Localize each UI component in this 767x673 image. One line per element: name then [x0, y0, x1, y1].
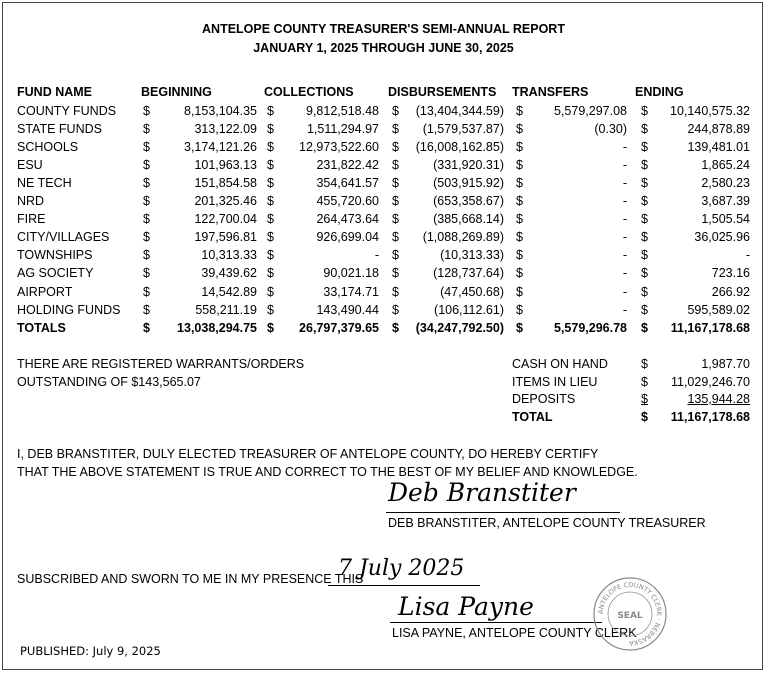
- currency-sign: $: [143, 285, 150, 299]
- collections-value: 12,973,522.60: [299, 140, 379, 154]
- ending-value: 1,505.54: [701, 212, 750, 226]
- disbursements-value: (1,088,269.89): [422, 230, 504, 244]
- transfers-value: -: [622, 158, 627, 172]
- currency-sign: $: [143, 194, 150, 208]
- currency-sign: $: [641, 285, 648, 299]
- currency-sign: $: [641, 176, 648, 190]
- published-date: PUBLISHED: July 9, 2025: [20, 644, 161, 658]
- beginning-value: 197,596.81: [194, 230, 257, 244]
- balance-label-cash: CASH ON HAND: [512, 357, 608, 371]
- currency-sign: $: [641, 303, 648, 317]
- beginning-value: 39,439.62: [201, 266, 257, 280]
- fund-name: CITY/VILLAGES: [17, 230, 110, 244]
- disbursements-value: (34,247,792.50): [415, 321, 504, 335]
- currency-sign: $: [392, 285, 399, 299]
- beginning-value: 122,700.04: [194, 212, 257, 226]
- balance-currency: $: [641, 357, 648, 371]
- col-header-disbursements: DISBURSEMENTS: [388, 85, 497, 99]
- balance-value-deposits: 135,944.28: [687, 392, 750, 406]
- currency-sign: $: [516, 140, 523, 154]
- currency-sign: $: [516, 158, 523, 172]
- col-header-collections: COLLECTIONS: [264, 85, 354, 99]
- currency-sign: $: [392, 212, 399, 226]
- transfers-value: 5,579,297.08: [554, 104, 627, 118]
- currency-sign: $: [267, 230, 274, 244]
- col-header-ending: ENDING: [635, 85, 684, 99]
- currency-sign: $: [516, 303, 523, 317]
- collections-value: -: [374, 248, 379, 262]
- balance-value-items-in-lieu: 11,029,246.70: [670, 375, 750, 389]
- currency-sign: $: [267, 122, 274, 136]
- certification-line-1: I, DEB BRANSTITER, DULY ELECTED TREASURER OF ANTELOPE COUNTY, DO HEREBY CERTIFY: [17, 447, 599, 461]
- fund-name: COUNTY FUNDS: [17, 104, 117, 118]
- warrants-line-2: OUTSTANDING OF $143,565.07: [17, 375, 201, 389]
- ending-value: 595,589.02: [687, 303, 750, 317]
- collections-value: 1,511,294.97: [306, 122, 379, 136]
- currency-sign: $: [641, 194, 648, 208]
- disbursements-value: (16,008,162.85): [415, 140, 504, 154]
- ending-value: 244,878.89: [687, 122, 750, 136]
- currency-sign: $: [143, 321, 150, 335]
- currency-sign: $: [392, 230, 399, 244]
- collections-value: 264,473.64: [316, 212, 379, 226]
- beginning-value: 201,325.46: [194, 194, 257, 208]
- clerk-signature-line: [390, 622, 602, 623]
- transfers-value: -: [622, 194, 627, 208]
- collections-value: 926,699.04: [316, 230, 379, 244]
- fund-name: NE TECH: [17, 176, 72, 190]
- currency-sign: $: [392, 194, 399, 208]
- fund-name: SCHOOLS: [17, 140, 79, 154]
- currency-sign: $: [267, 266, 274, 280]
- beginning-value: 151,854.58: [194, 176, 257, 190]
- ending-value: 723.16: [711, 266, 750, 280]
- ending-value: 139,481.01: [687, 140, 750, 154]
- transfers-value: -: [622, 230, 627, 244]
- collections-value: 90,021.18: [323, 266, 379, 280]
- transfers-value: (0.30): [594, 122, 627, 136]
- currency-sign: $: [267, 321, 274, 335]
- currency-sign: $: [143, 212, 150, 226]
- currency-sign: $: [143, 266, 150, 280]
- col-header-fund: FUND NAME: [17, 85, 92, 99]
- certification-line-2: THAT THE ABOVE STATEMENT IS TRUE AND CORRECT TO THE BEST OF MY BELIEF AND KNOWLEDGE.: [17, 465, 638, 479]
- disbursements-value: (385,668.14): [433, 212, 504, 226]
- currency-sign: $: [516, 321, 523, 335]
- currency-sign: $: [516, 212, 523, 226]
- balance-total-value: 11,167,178.68: [670, 410, 750, 424]
- disbursements-value: (331,920.31): [433, 158, 504, 172]
- currency-sign: $: [143, 248, 150, 262]
- disbursements-value: (653,358.67): [433, 194, 504, 208]
- disbursements-value: (106,112.61): [434, 303, 504, 317]
- ending-value: 3,687.39: [701, 194, 750, 208]
- currency-sign: $: [267, 158, 274, 172]
- beginning-value: 14,542.89: [201, 285, 257, 299]
- balance-currency: $: [641, 392, 648, 406]
- col-header-transfers: TRANSFERS: [512, 85, 589, 99]
- disbursements-value: (13,404,344.59): [415, 104, 504, 118]
- currency-sign: $: [392, 158, 399, 172]
- currency-sign: $: [392, 321, 399, 335]
- report-title: ANTELOPE COUNTY TREASURER'S SEMI-ANNUAL REPORT: [202, 22, 565, 36]
- currency-sign: $: [267, 248, 274, 262]
- col-header-beginning: BEGINNING: [141, 85, 212, 99]
- currency-sign: $: [392, 104, 399, 118]
- seal-center-text: SEAL: [617, 611, 643, 621]
- transfers-value: -: [622, 176, 627, 190]
- fund-name: AIRPORT: [17, 285, 73, 299]
- collections-value: 33,174.71: [323, 285, 379, 299]
- fund-name: HOLDING FUNDS: [17, 303, 121, 317]
- currency-sign: $: [516, 194, 523, 208]
- currency-sign: $: [143, 158, 150, 172]
- treasurer-signature: Deb Branstiter: [388, 478, 576, 507]
- ending-value: 11,167,178.68: [670, 321, 750, 335]
- beginning-value: 3,174,121.26: [184, 140, 257, 154]
- currency-sign: $: [641, 122, 648, 136]
- currency-sign: $: [392, 303, 399, 317]
- currency-sign: $: [641, 158, 648, 172]
- currency-sign: $: [267, 104, 274, 118]
- currency-sign: $: [267, 194, 274, 208]
- currency-sign: $: [143, 140, 150, 154]
- transfers-value: 5,579,296.78: [554, 321, 627, 335]
- currency-sign: $: [267, 285, 274, 299]
- balance-currency: $: [641, 410, 648, 424]
- currency-sign: $: [267, 140, 274, 154]
- ending-value: 266.92: [711, 285, 750, 299]
- currency-sign: $: [143, 230, 150, 244]
- collections-value: 26,797,379.65: [299, 321, 379, 335]
- fund-name: STATE FUNDS: [17, 122, 102, 136]
- currency-sign: $: [516, 248, 523, 262]
- currency-sign: $: [516, 266, 523, 280]
- currency-sign: $: [516, 104, 523, 118]
- report-period: JANUARY 1, 2025 THROUGH JUNE 30, 2025: [253, 41, 514, 55]
- fund-name: AG SOCIETY: [17, 266, 94, 280]
- ending-value: -: [745, 248, 750, 262]
- fund-name: FIRE: [17, 212, 46, 226]
- currency-sign: $: [392, 176, 399, 190]
- ending-value: 1,865.24: [701, 158, 750, 172]
- collections-value: 354,641.57: [316, 176, 379, 190]
- balance-total-label: TOTAL: [512, 410, 553, 424]
- currency-sign: $: [143, 122, 150, 136]
- fund-name: ESU: [17, 158, 43, 172]
- disbursements-value: (128,737.64): [433, 266, 504, 280]
- currency-sign: $: [641, 248, 648, 262]
- ending-value: 2,580.23: [701, 176, 750, 190]
- transfers-value: -: [622, 212, 627, 226]
- currency-sign: $: [641, 104, 648, 118]
- fund-name: TOWNSHIPS: [17, 248, 93, 262]
- balance-label-deposits: DEPOSITS: [512, 392, 576, 406]
- balance-currency: $: [641, 375, 648, 389]
- date-line: [328, 585, 480, 586]
- currency-sign: $: [516, 285, 523, 299]
- collections-value: 143,490.44: [316, 303, 379, 317]
- county-seal: [592, 576, 668, 652]
- ending-value: 36,025.96: [694, 230, 750, 244]
- currency-sign: $: [392, 266, 399, 280]
- currency-sign: $: [641, 230, 648, 244]
- transfers-value: -: [622, 248, 627, 262]
- disbursements-value: (47,450.68): [440, 285, 504, 299]
- balance-value-cash: 1,987.70: [701, 357, 750, 371]
- currency-sign: $: [392, 122, 399, 136]
- currency-sign: $: [267, 212, 274, 226]
- fund-name: TOTALS: [17, 321, 66, 335]
- beginning-value: 10,313.33: [201, 248, 257, 262]
- currency-sign: $: [392, 248, 399, 262]
- transfers-value: -: [622, 303, 627, 317]
- clerk-caption: LISA PAYNE, ANTELOPE COUNTY CLERK: [392, 626, 637, 640]
- currency-sign: $: [516, 176, 523, 190]
- sworn-statement: SUBSCRIBED AND SWORN TO ME IN MY PRESENCE THIS: [17, 572, 364, 586]
- currency-sign: $: [143, 176, 150, 190]
- warrants-line-1: THERE ARE REGISTERED WARRANTS/ORDERS: [17, 357, 305, 371]
- treasurer-caption: DEB BRANSTITER, ANTELOPE COUNTY TREASURER: [388, 516, 706, 530]
- ending-value: 10,140,575.32: [670, 104, 750, 118]
- currency-sign: $: [641, 321, 648, 335]
- clerk-signature: Lisa Payne: [398, 592, 534, 621]
- beginning-value: 13,038,294.75: [177, 321, 257, 335]
- currency-sign: $: [143, 104, 150, 118]
- currency-sign: $: [392, 140, 399, 154]
- collections-value: 455,720.60: [316, 194, 379, 208]
- currency-sign: $: [641, 212, 648, 226]
- transfers-value: -: [622, 266, 627, 280]
- currency-sign: $: [516, 122, 523, 136]
- disbursements-value: (503,915.92): [433, 176, 504, 190]
- beginning-value: 8,153,104.35: [184, 104, 257, 118]
- beginning-value: 558,211.19: [195, 303, 257, 317]
- balance-label-items-in-lieu: ITEMS IN LIEU: [512, 375, 598, 389]
- seal-ring-text: ANTELOPE COUNTY CLERK · NEBRASKA: [596, 580, 664, 648]
- collections-value: 231,822.42: [316, 158, 379, 172]
- currency-sign: $: [641, 140, 648, 154]
- transfers-value: -: [622, 285, 627, 299]
- sworn-date-handwritten: 7 July 2025: [338, 556, 465, 581]
- currency-sign: $: [267, 303, 274, 317]
- currency-sign: $: [641, 266, 648, 280]
- fund-name: NRD: [17, 194, 45, 208]
- transfers-value: -: [622, 140, 627, 154]
- beginning-value: 313,122.09: [194, 122, 257, 136]
- beginning-value: 101,963.13: [194, 158, 257, 172]
- currency-sign: $: [267, 176, 274, 190]
- collections-value: 9,812,518.48: [306, 104, 379, 118]
- disbursements-value: (10,313.33): [440, 248, 504, 262]
- currency-sign: $: [516, 230, 523, 244]
- disbursements-value: (1,579,537.87): [422, 122, 504, 136]
- currency-sign: $: [143, 303, 150, 317]
- treasurer-signature-line: [386, 512, 620, 513]
